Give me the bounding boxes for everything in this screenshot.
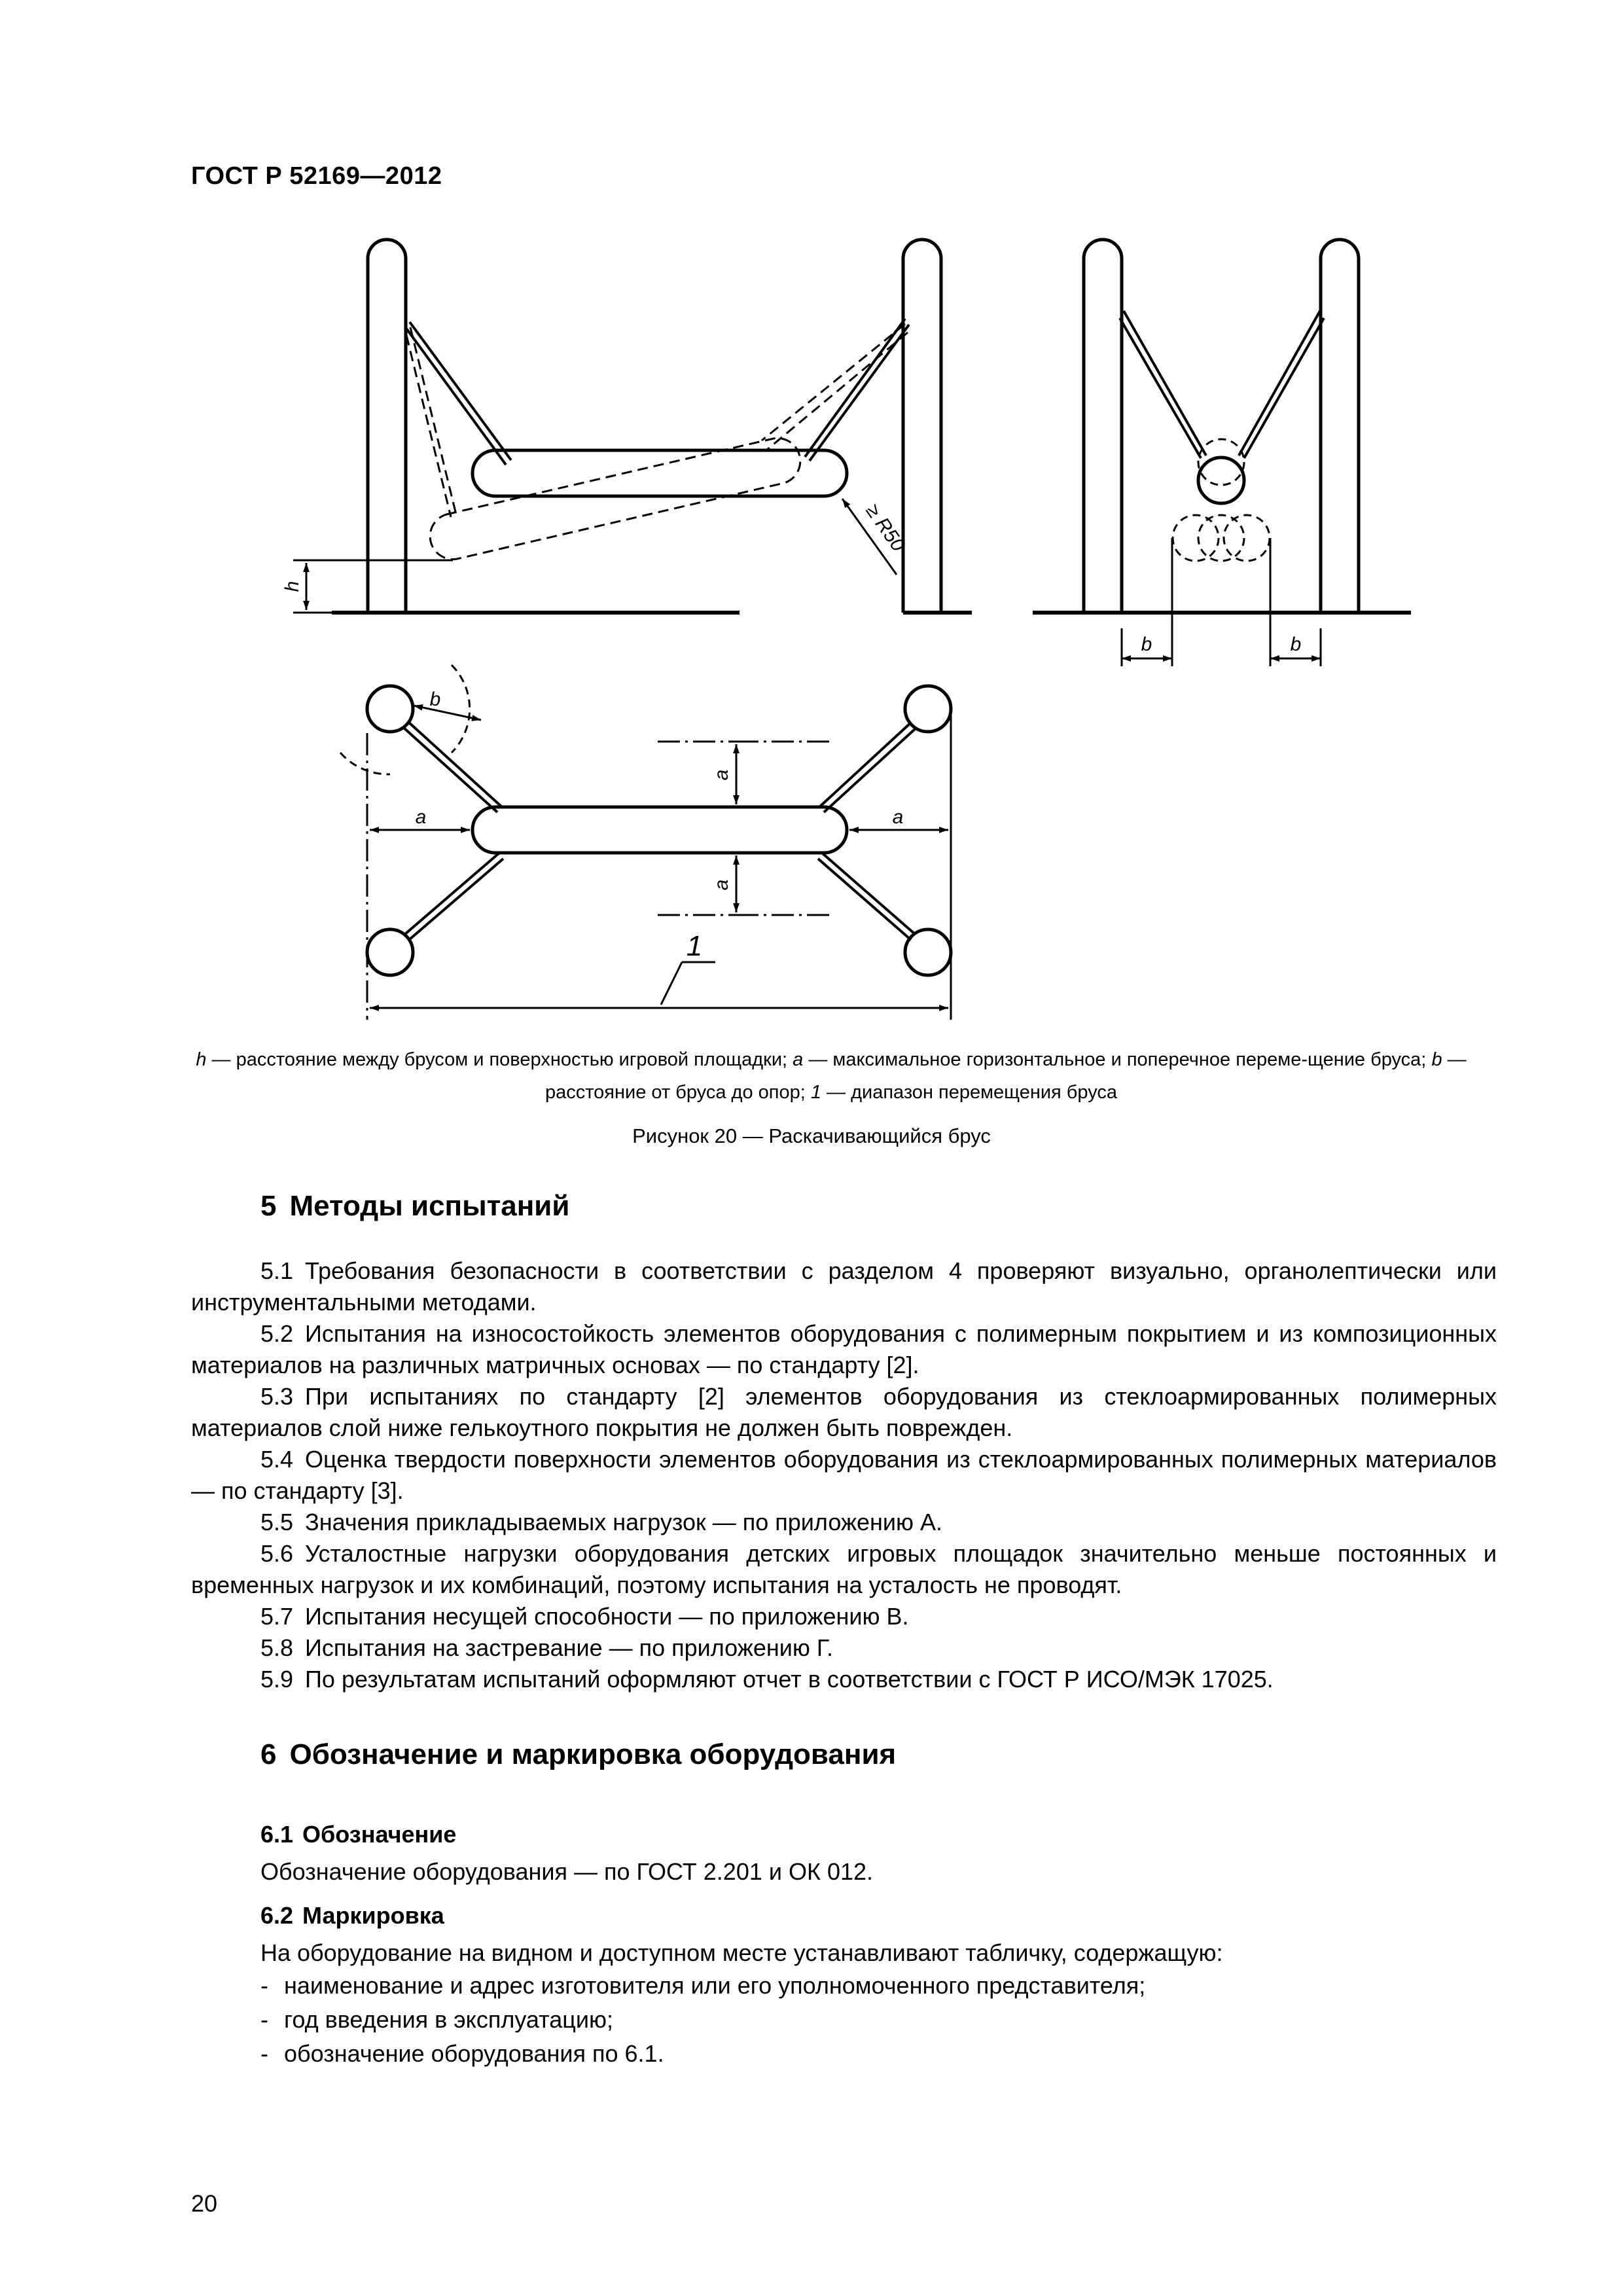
- subsection-6-1-heading: 6.1 Обозначение: [260, 1821, 457, 1848]
- side-view: [1033, 240, 1411, 666]
- label-b-side-left: b: [1141, 634, 1152, 655]
- post-bottom-left: [367, 929, 413, 975]
- list-item: - год введения в эксплуатацию;: [260, 2006, 613, 2033]
- section-5-title: Методы испытаний: [289, 1190, 570, 1222]
- clause-5-8: 5.8 Испытания на застревание — по приложению Г.: [260, 1634, 833, 1661]
- clause-5-1: 5.1 Требования безопасности в соответствии с разделом 4 проверяют визуально, органолептически или инструментальными методами.: [191, 1257, 1497, 1316]
- figure-caption: Рисунок 20 — Раскачивающийся брус: [632, 1124, 991, 1147]
- subsection-6-1-text: Обозначение оборудования — по ГОСТ 2.201 и ОК 012.: [260, 1858, 874, 1885]
- clause-5-5: 5.5 Значения прикладываемых нагрузок — по приложению А.: [260, 1509, 943, 1535]
- label-b-side-right: b: [1290, 634, 1302, 655]
- legend-a-symbol: a: [793, 1049, 804, 1070]
- label-b-plan: b: [429, 689, 441, 710]
- left-chain-b: [406, 329, 506, 465]
- list-item: - наименование и адрес изготовителя или его уполномоченного представителя;: [260, 1972, 1146, 1999]
- label-r50: ≥ R50: [861, 500, 910, 556]
- legend-1-symbol: 1: [810, 1082, 821, 1103]
- clause-5-7: 5.7 Испытания несущей способности — по приложению В.: [260, 1603, 909, 1630]
- plan-beam: [473, 807, 847, 853]
- page-number: 20: [191, 2190, 218, 2217]
- clause-5-3: 5.3 При испытаниях по стандарту [2] элементов оборудования из стеклоармированных полимерных материалов слой ниже гелькоутного покрытия не должен быть поврежден.: [191, 1383, 1497, 1441]
- clearance-arc: [340, 753, 390, 774]
- side-right-chain-b: [1244, 318, 1324, 458]
- section-5-heading: [260, 1190, 569, 1223]
- right-chain-a: [805, 319, 905, 457]
- swing-beam: [473, 450, 847, 496]
- clause-5-9: 5.9 По результатам испытаний оформляют отчет в соответствии с ГОСТ Р ИСО/МЭК 17025.: [260, 1666, 1274, 1693]
- section-6-number: 6: [260, 1738, 277, 1770]
- clearance-arc-b: [452, 665, 470, 753]
- side-left-chain-b: [1120, 318, 1201, 458]
- section-6-heading: [260, 1738, 896, 1771]
- left-chain-a: [410, 322, 511, 460]
- leader-1: [661, 962, 682, 1005]
- left-post: [368, 240, 406, 613]
- legend-h-symbol: h: [196, 1049, 207, 1070]
- label-h: h: [281, 581, 303, 592]
- side-left-post: [1084, 240, 1122, 613]
- subsection-6-2-heading: 6.2 Маркировка: [260, 1902, 444, 1929]
- section-6-title: Обозначение и маркировка оборудования: [289, 1738, 897, 1770]
- clause-5-6: 5.6 Усталостные нагрузки оборудования детских игровых площадок значительно меньше постоянных и временных нагрузок и их комбинаций, поэтому испытания на усталость не проводят.: [191, 1540, 1497, 1598]
- post-top-left: [367, 686, 413, 732]
- legend-1-text: — диапазон перемещения бруса: [821, 1082, 1118, 1103]
- post-top-right: [905, 686, 951, 732]
- side-beam-section: [1198, 457, 1244, 503]
- legend-b-text: — расстояние от бруса до опор;: [544, 1049, 1467, 1103]
- label-a-bottom: a: [711, 879, 732, 891]
- legend-h-text: — расстояние между брусом и поверхностью игровой площадки;: [206, 1049, 793, 1070]
- side-right-post: [1321, 240, 1359, 613]
- section-5-number: 5: [260, 1190, 277, 1222]
- right-post: [903, 240, 941, 613]
- post-bottom-right: [905, 929, 951, 975]
- beam-displaced-outline: [406, 324, 908, 559]
- document-code-header: ГОСТ Р 52169—2012: [191, 162, 442, 190]
- section-5-body: [191, 1255, 1497, 1695]
- figure-legend: [190, 1043, 1472, 1109]
- plan-view: [340, 665, 951, 1020]
- clause-5-2: 5.2 Испытания на износостойкость элементов оборудования с полимерным покрытием и из композиционных материалов на различных матричных основах — по стандарту [2].: [191, 1320, 1497, 1378]
- front-view: [293, 240, 972, 613]
- label-a-left: a: [415, 806, 427, 828]
- clause-5-4: 5.4 Оценка твердости поверхности элементов оборудования из стеклоармированных полимерных материалов — по стандарту [3].: [191, 1446, 1497, 1504]
- legend-a-text: — максимальное горизонтальное и поперечное переме-щение бруса;: [803, 1049, 1432, 1070]
- side-right-chain-a: [1239, 311, 1320, 456]
- list-item: - обозначение оборудования по 6.1.: [260, 2040, 664, 2067]
- dim-b-plan: [414, 706, 481, 720]
- label-range-1: 1: [686, 930, 703, 962]
- label-a-top: a: [711, 769, 732, 781]
- legend-b-symbol: b: [1431, 1049, 1442, 1070]
- subsection-6-2-intro: На оборудование на видном и доступном месте устанавливают табличку, содержащую:: [260, 1939, 1223, 1966]
- side-left-chain-a: [1124, 311, 1206, 456]
- figure-swinging-beam: [0, 0, 1623, 1021]
- label-a-right: a: [892, 806, 904, 828]
